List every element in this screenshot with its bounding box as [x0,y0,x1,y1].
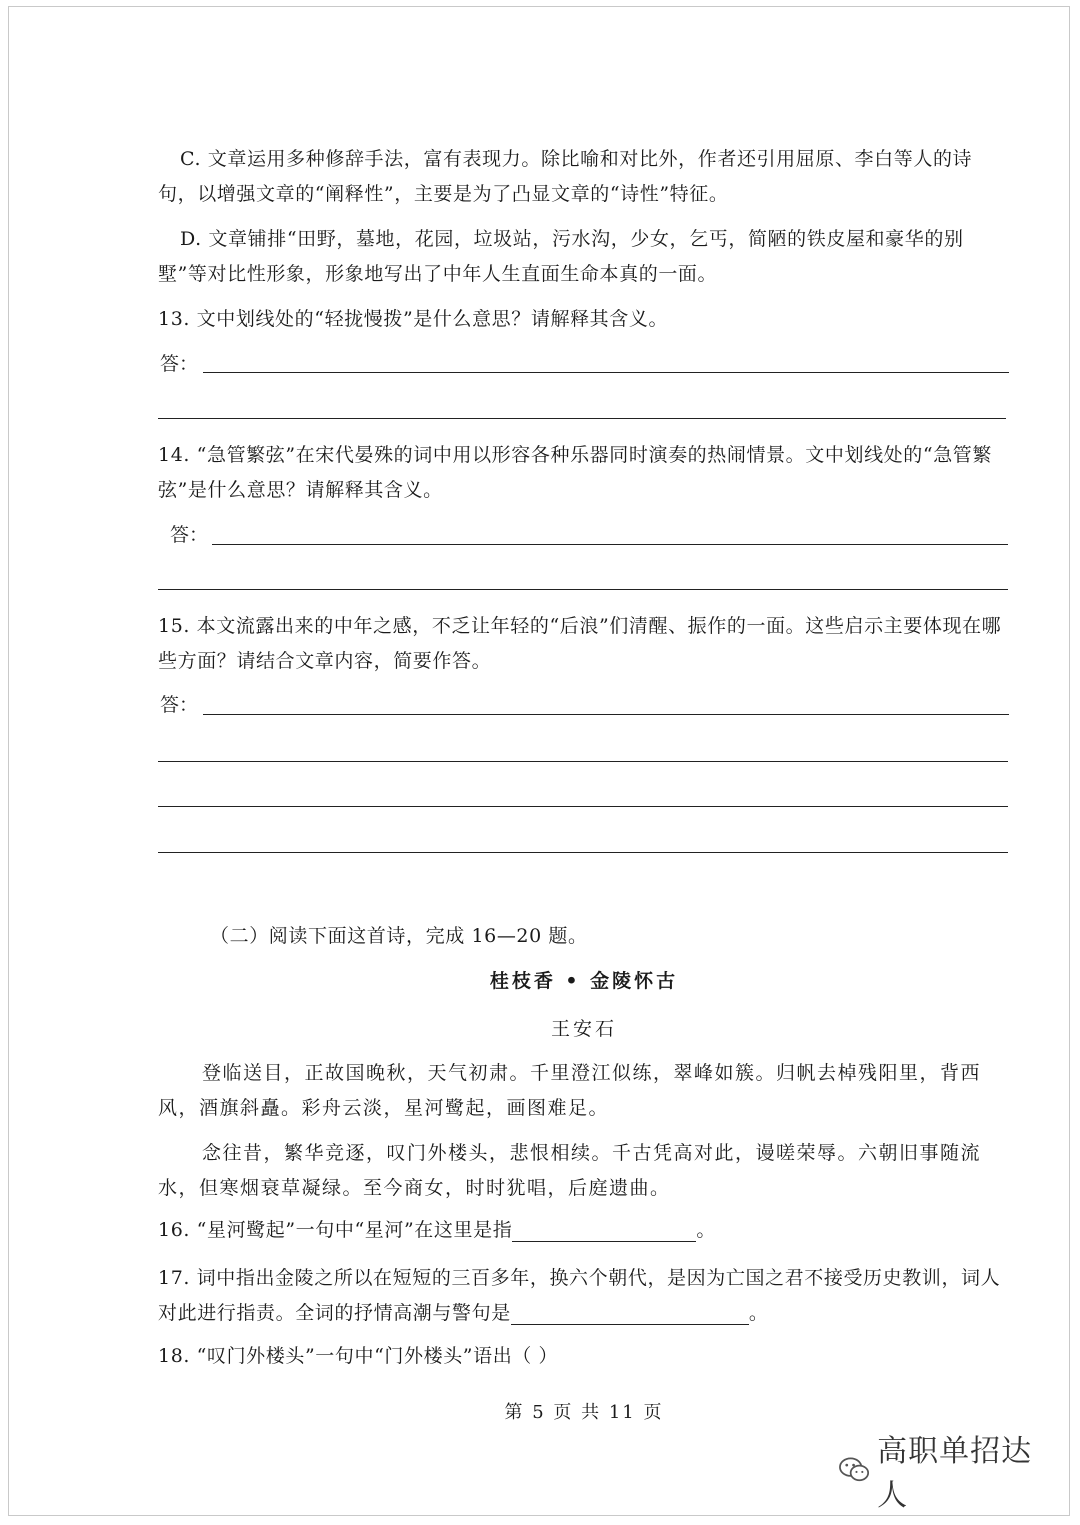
answer-label-15: 答： [160,694,199,716]
poem-author: 王安石 [550,1018,617,1040]
question-18: 18. “叹门外楼头”一句中“门外楼头”语出（ ） [158,1345,559,1367]
answer-line-15-2[interactable] [158,761,1008,762]
question-16 [158,1213,1010,1248]
question-15: 15. 本文流露出来的中年之感，不乏让年轻的“后浪”们清醒、振作的一面。这些启示主要体现在哪些方面？请结合文章内容，简要作答。 [158,615,1002,672]
answer-line-15-4[interactable] [158,852,1008,853]
answer-label-14: 答： [170,524,209,546]
answer-line-13-2[interactable] [158,418,1006,419]
answer-line-14-2[interactable] [158,589,1008,590]
wechat-icon [838,1455,871,1485]
q16-blank[interactable] [512,1219,696,1242]
option-d: D. 文章铺排“田野，墓地，花园，垃圾站，污水沟，少女，乞丐，简陋的铁皮屋和豪华的别墅”等对比性形象，形象地写出了中年人生直面生命本真的一面。 [158,228,964,285]
answer-label-13: 答： [160,353,199,375]
q17-blank[interactable] [511,1302,749,1325]
watermark [838,1434,1058,1513]
question-17-end: 。 [748,1302,769,1324]
question-13: 13. 文中划线处的“轻拢慢拨”是什么意思？请解释其含义。 [158,308,669,330]
poem-stanza-1: 登临送目，正故国晚秋，天气初肃。千里澄江似练，翠峰如簇。归帆去棹残阳里，背西风，酒旗斜矗。彩舟云淡，星河鹭起，画图难足。 [158,1062,982,1119]
question-17 [158,1261,1010,1331]
question-16-text: 16. “星河鹭起”一句中“星河”在这里是指 [158,1219,513,1241]
answer-line-15-3[interactable] [158,806,1008,807]
poem-stanza-2: 念往昔，繁华竞逐，叹门外楼头，悲恨相续。千古凭高对此，谩嗟荣辱。六朝旧事随流水，但寒烟衰草凝绿。至今商女，时时犹唱，后庭遗曲。 [158,1142,982,1199]
answer-line-13-1[interactable] [203,372,1009,373]
watermark-text: 高职单招达人 [877,1434,1033,1513]
question-16-end: 。 [696,1219,716,1241]
option-c: C. 文章运用多种修辞手法，富有表现力。除比喻和对比外，作者还引用屈原、李白等人的诗句，以增强文章的“阐释性”，主要是为了凸显文章的“诗性”特征。 [158,148,973,205]
answer-line-15-1[interactable] [203,714,1009,715]
question-14: 14. “急管繁弦”在宋代晏殊的词中用以形容各种乐器同时演奏的热闹情景。文中划线处的“急管繁弦”是什么意思？请解释其含义。 [158,444,992,501]
page-number: 第 5 页 共 11 页 [504,1402,664,1423]
section-2-intro: （二）阅读下面这首诗，完成 16—20 题。 [210,925,588,947]
question-17-text: 17. 词中指出金陵之所以在短短的三百多年，换六个朝代，是因为亡国之君不接受历史教训，词人对此进行指责。全词的抒情高潮与警句是 [158,1267,1001,1324]
answer-line-14-1[interactable] [212,544,1008,545]
poem-title: 桂枝香 • 金陵怀古 [489,970,679,992]
